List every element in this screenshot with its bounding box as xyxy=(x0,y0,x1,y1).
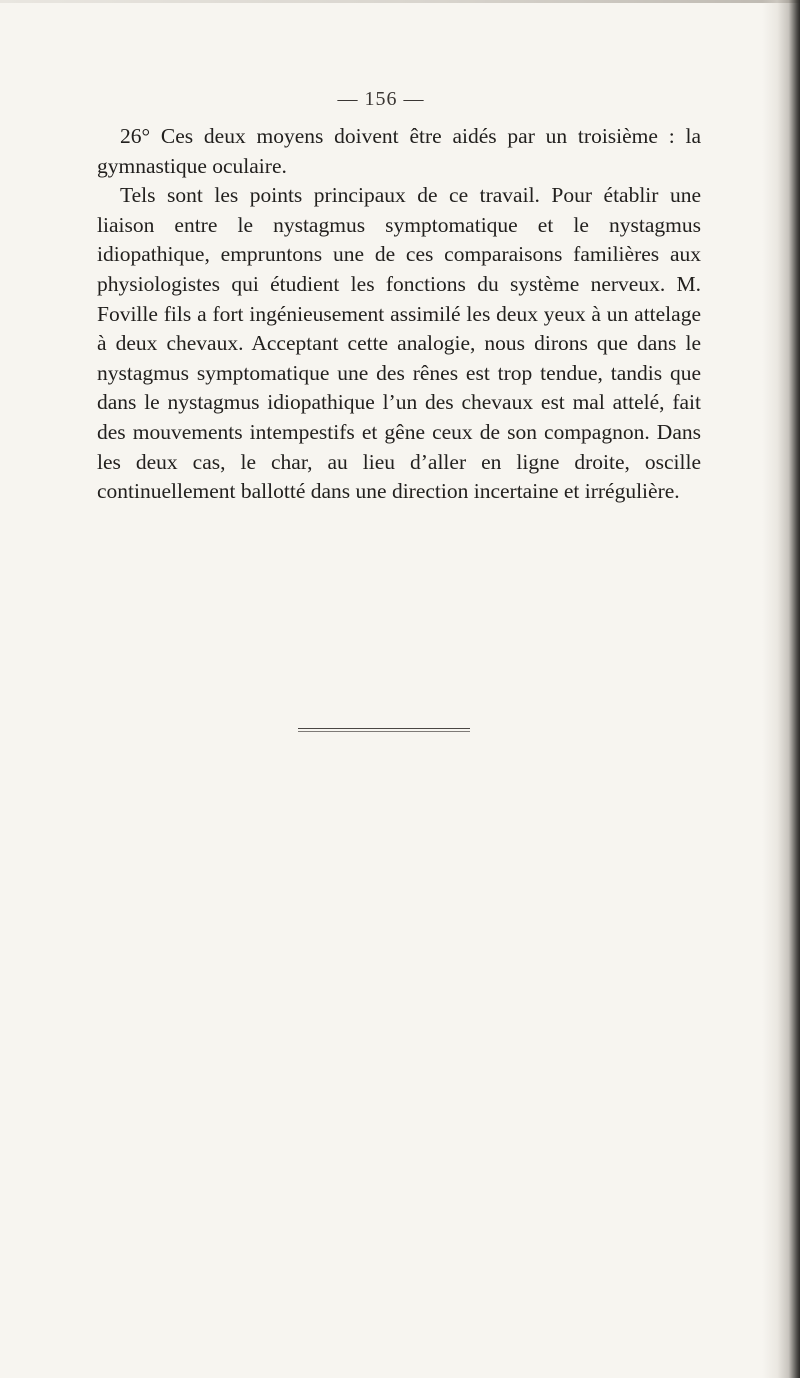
top-page-edge xyxy=(0,0,800,3)
paragraph-2: Tels sont les points principaux de ce travail. Pour établir une liaison entre le nystagmus symptomatique et le nystagmus idiopathique, empruntons une de ces comparaisons familières aux physiologistes qui étudient les fonctions du système nerveux. M. Foville fils a fort ingénieusement assimilé les deux yeux à un attelage à deux chevaux. Acceptant cette analogie, nous dirons que dans le nystagmus symptomatique une des rênes est trop tendue, tandis que dans le nystagmus idiopathique l’un des chevaux est mal attelé, fait des mouvements intempestifs et gêne ceux de son compagnon. Dans les deux cas, le char, au lieu d’aller en ligne droite, oscille continuellement ballotté dans une direction incertaine et irrégulière. xyxy=(97,183,701,504)
rule-line-bottom xyxy=(298,731,470,732)
page-number: — 156 — xyxy=(337,88,425,110)
book-spine-shadow xyxy=(762,0,800,1378)
rule-line-top xyxy=(298,728,470,729)
paragraph-1: 26° Ces deux moyens doivent être aidés par un troisième : la gymnastique oculaire. xyxy=(97,124,701,178)
closing-double-rule xyxy=(298,728,470,733)
body-text xyxy=(97,122,701,507)
